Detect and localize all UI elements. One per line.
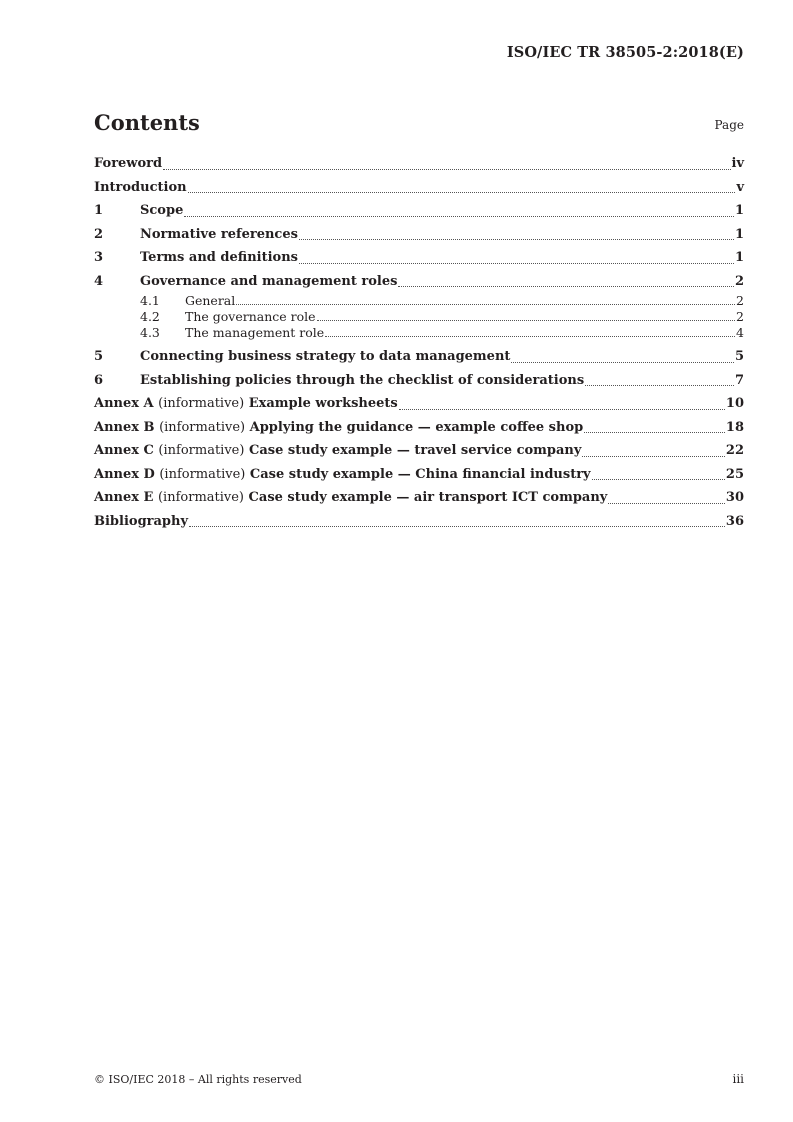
toc-entry-annex-b[interactable]	[94, 416, 744, 440]
annex-title: Applying the guidance — example coffee shop	[249, 419, 584, 435]
toc-entry-annex-c[interactable]	[94, 439, 744, 463]
contents-title: Contents	[94, 110, 200, 135]
toc-entry-bibliography[interactable]	[94, 510, 744, 534]
toc-entry-number: 1	[94, 203, 104, 218]
dot-leader	[325, 335, 735, 337]
annex-type: (informative)	[158, 443, 245, 458]
toc-entry-number: 4	[94, 273, 104, 289]
dot-leader	[188, 191, 736, 193]
toc-entry-page: 4	[736, 325, 744, 340]
toc-entry-title: Bibliography	[94, 513, 189, 529]
toc-entry-number: 4.2	[140, 309, 160, 324]
toc-entry-number: 2	[94, 226, 104, 242]
toc-entry-title: Establishing policies through the checklist of considerations	[140, 372, 585, 388]
toc-entry-number: 6	[94, 372, 104, 388]
toc-entry-page: 10	[725, 396, 744, 411]
toc-entry-page: 25	[725, 466, 744, 482]
toc-entry-page: 1	[734, 250, 744, 265]
annex-label: Annex D	[94, 466, 155, 482]
toc-entry-annex-d[interactable]	[94, 463, 744, 487]
toc-entry-number: 3	[94, 250, 104, 265]
toc-entry-title: The governance role	[185, 309, 316, 324]
dot-leader	[317, 319, 736, 321]
dot-leader	[608, 502, 725, 504]
toc-entry-scope[interactable]	[94, 199, 744, 223]
dot-leader	[299, 262, 734, 264]
toc-entry-title: Normative references	[140, 226, 298, 242]
toc-entry-title: Connecting business strategy to data management	[140, 349, 511, 364]
annex-label: Annex C	[94, 443, 154, 458]
page-number: iii	[732, 1072, 744, 1086]
annex-type: (informative)	[159, 466, 246, 482]
toc-entry-page: 22	[725, 443, 744, 458]
toc-entry-page: 30	[725, 490, 744, 505]
toc-entry-title: Terms and definitions	[140, 250, 298, 265]
copyright-notice: © ISO/IEC 2018 – All rights reserved	[94, 1073, 302, 1086]
toc-entry-governance-roles[interactable]	[94, 270, 744, 294]
toc-entry-number: 5	[94, 349, 104, 364]
toc-entry-page: 1	[734, 203, 744, 218]
annex-title: Example worksheets	[248, 396, 398, 411]
toc-entry-normative-references[interactable]	[94, 223, 744, 247]
toc-subentry-governance-role[interactable]	[94, 309, 744, 325]
toc-entry-terms-definitions[interactable]	[94, 246, 744, 270]
dot-leader	[592, 478, 725, 480]
annex-label: Annex E	[94, 490, 154, 505]
toc-entry-title: The management role	[185, 325, 325, 340]
toc-entry-page: 2	[736, 309, 744, 324]
toc-entry-foreword[interactable]	[94, 152, 744, 176]
dot-leader	[189, 525, 725, 527]
annex-title: Case study example — travel service company	[248, 443, 582, 458]
dot-leader	[584, 431, 725, 433]
annex-title: Case study example — air transport ICT company	[248, 490, 608, 505]
toc-entry-title: Governance and management roles	[140, 273, 398, 289]
annex-type: (informative)	[158, 396, 245, 411]
annex-label: Annex B	[94, 419, 155, 435]
toc-entry-page: 18	[725, 419, 744, 435]
toc-entry-page: 1	[734, 226, 744, 242]
toc-entry-title: Scope	[140, 203, 184, 218]
toc-entry-number: 4.3	[140, 325, 160, 340]
table-of-contents	[94, 152, 744, 533]
toc-entry-annex-e[interactable]	[94, 486, 744, 510]
toc-entry-number: 4.1	[140, 293, 160, 308]
toc-entry-page: 5	[734, 349, 744, 364]
toc-entry-page: 2	[736, 293, 744, 308]
annex-label: Annex A	[94, 396, 154, 411]
dot-leader	[585, 384, 734, 386]
dot-leader	[184, 215, 734, 217]
toc-subentry-general[interactable]	[94, 293, 744, 309]
toc-entry-title: Introduction	[94, 179, 187, 195]
annex-type: (informative)	[157, 490, 245, 505]
dot-leader	[582, 455, 724, 457]
dot-leader	[511, 361, 734, 363]
toc-entry-annex-a[interactable]	[94, 392, 744, 416]
dot-leader	[398, 285, 734, 287]
page-column-label: Page	[714, 118, 744, 132]
annex-type: (informative)	[159, 419, 246, 435]
dot-leader	[299, 238, 734, 240]
annex-title: Case study example — China financial industry	[249, 466, 591, 482]
document-id: ISO/IEC TR 38505-2:2018(E)	[506, 44, 744, 61]
toc-entry-introduction[interactable]	[94, 176, 744, 200]
toc-entry-title: General	[185, 293, 236, 308]
toc-entry-page: 7	[734, 372, 744, 388]
toc-subentry-management-role[interactable]	[94, 325, 744, 341]
toc-entry-page: v	[736, 179, 744, 195]
dot-leader	[163, 168, 730, 170]
dot-leader	[236, 303, 735, 305]
toc-entry-page: 36	[725, 513, 744, 529]
toc-entry-business-strategy[interactable]	[94, 345, 744, 369]
dot-leader	[399, 408, 725, 410]
toc-entry-page: 2	[734, 273, 744, 289]
toc-entry-page: iv	[731, 156, 744, 171]
toc-entry-title: Foreword	[94, 156, 163, 171]
toc-entry-establishing-policies[interactable]	[94, 369, 744, 393]
